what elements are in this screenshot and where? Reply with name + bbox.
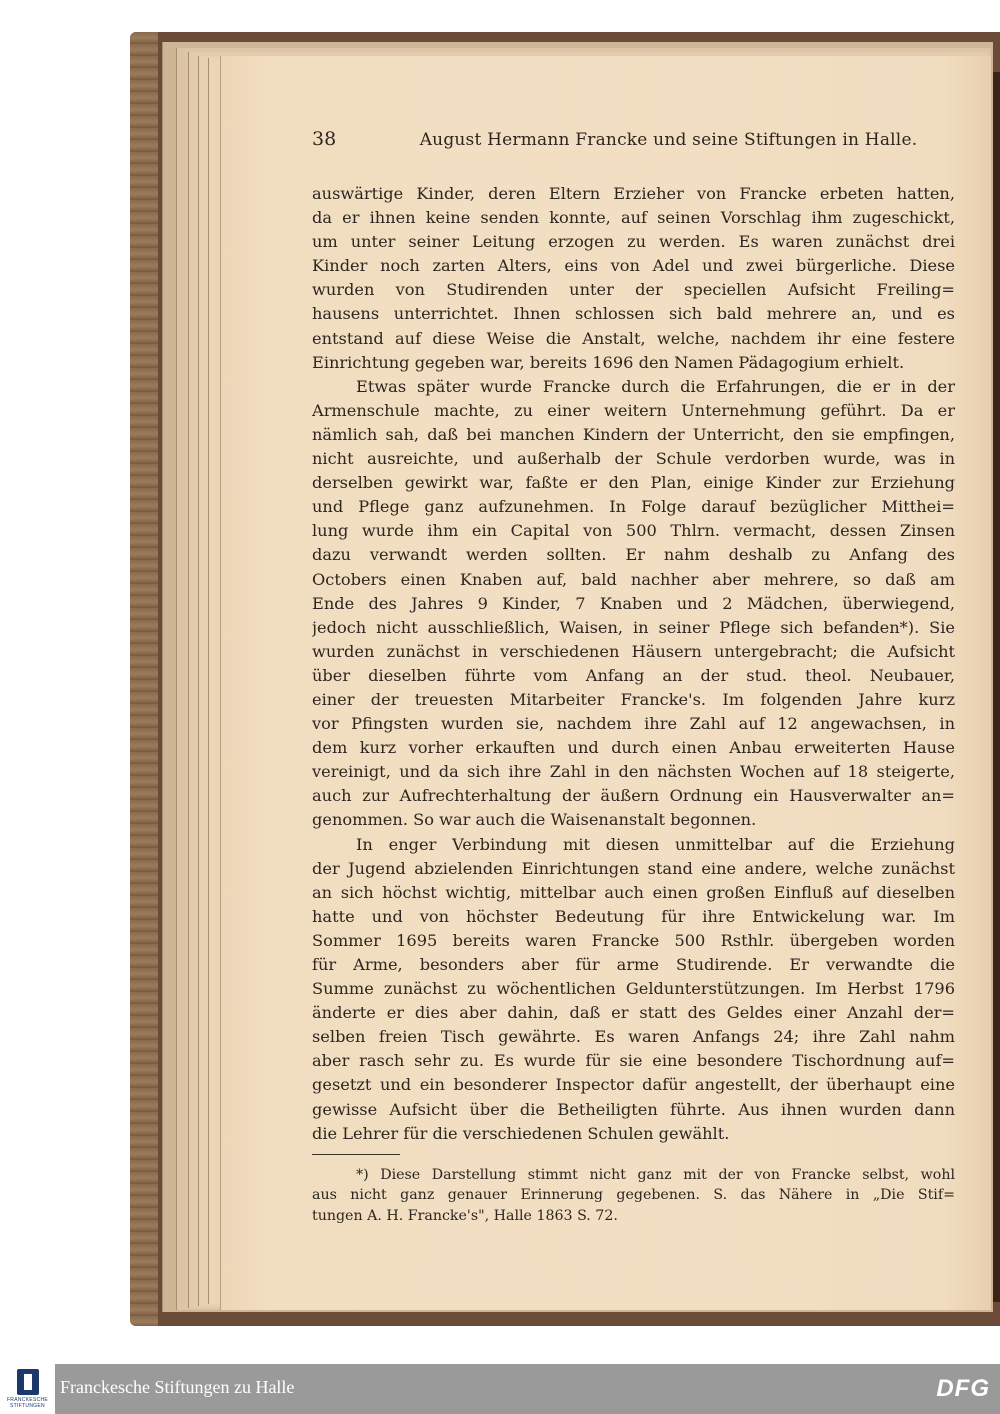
text-line: derselben gewirkt war, faßte er den Plan, einige Kinder zur Erziehung (312, 473, 955, 493)
dfg-logo[interactable]: DFG (936, 1375, 990, 1402)
text-line: dazu verwandt werden sollten. Er nahm deshalb zu Anfang des (312, 545, 955, 565)
body-text (312, 182, 955, 1146)
text-line: dem kurz vorher erkauften und durch einen Anbau erweiterten Hause (312, 738, 955, 758)
running-head (312, 128, 955, 158)
text-line: die Lehrer für die verschiedenen Schulen gewählt. (312, 1123, 730, 1143)
text-line: der Jugend abzielenden Einrichtungen stand eine andere, welche zunächst (312, 858, 955, 878)
text-line: Armenschule machte, zu einer weitern Unternehmung geführt. Da er (312, 400, 955, 420)
paragraph (312, 833, 955, 1146)
text-line: und Pflege ganz aufzunehmen. In Folge darauf bezüglicher Mitthei= (312, 497, 955, 517)
text-line: entstand auf diese Weise die Anstalt, welche, nachdem ihr eine festere (312, 328, 955, 348)
text-line: wurden von Studirenden unter der speciellen Aufsicht Freiling= (312, 280, 955, 300)
text-line: selben freien Tisch gewährte. Es waren Anfangs 24; ihre Zahl nahm (312, 1027, 955, 1047)
footnote-line: *) Diese Darstellung stimmt nicht ganz mit der von Francke selbst, wohl (356, 1166, 955, 1183)
text-line: da er ihnen keine senden konnte, auf seinen Vorschlag ihm zugeschickt, (312, 208, 955, 228)
text-line: nicht ausreichte, und außerhalb der Schule verdorben wurde, was in (312, 449, 955, 469)
footnote-rule (312, 1154, 400, 1155)
text-line: gesetzt und ein besonderer Inspector dafür angestellt, der überhaupt eine (312, 1075, 955, 1095)
text-line: hausens unterrichtet. Ihnen schlossen sich bald mehrere an, und es (312, 304, 955, 324)
text-line: Kinder noch zarten Alters, eins von Adel und zwei bürgerliche. Diese (312, 256, 955, 276)
text-line: änderte er dies aber dahin, daß er statt des Geldes einer Anzahl der= (312, 1003, 955, 1023)
text-line: Ende des Jahres 9 Kinder, 7 Knaben und 2 Mädchen, überwiegend, (312, 593, 955, 613)
text-line: lung wurde ihm ein Capital von 500 Thlrn. vermacht, dessen Zinsen (312, 521, 955, 541)
logo-text-line: FRANCKESCHE (6, 1397, 49, 1403)
text-line: vor Pfingsten wurden sie, nachdem ihre Zahl auf 12 angewachsen, in (312, 714, 955, 734)
text-line: über dieselben führte vom Anfang an der stud. theol. Neubauer, (312, 665, 955, 685)
text-line: In enger Verbindung mit diesen unmittelbar auf die Erziehung (356, 834, 955, 854)
text-line: genommen. So war auch die Waisenanstalt begonnen. (312, 810, 757, 830)
text-line: wurden zunächst in verschiedenen Häusern untergebracht; die Aufsicht (312, 641, 955, 661)
institution-name: Franckesche Stiftungen zu Halle (60, 1377, 295, 1397)
footer-bar (0, 1364, 1000, 1414)
footnote-line: tungen A. H. Francke's", Halle 1863 S. 72. (312, 1207, 618, 1224)
text-line: aber rasch sehr zu. Es wurde für sie eine besondere Tischordnung auf= (312, 1051, 955, 1071)
text-line: für Arme, besonders aber für arme Studirende. Er verwandte die (312, 955, 955, 974)
text-line: gewisse Aufsicht über die Betheiligten führte. Aus ihnen wurden dann (312, 1099, 955, 1119)
page-content (312, 128, 955, 1226)
institution-logo[interactable] (0, 1364, 55, 1414)
paragraph (312, 182, 955, 375)
logo-text-line: STIFTUNGEN (10, 1403, 45, 1409)
text-line: Einrichtung gegeben war, bereits 1696 den Namen Pädagogium erhielt. (312, 352, 905, 372)
book-spine (130, 32, 158, 1326)
page-number: 38 (312, 128, 337, 150)
text-line: jedoch nicht ausschließlich, Waisen, in seiner Pflege sich befanden*). Sie (312, 617, 955, 637)
footnote-line: aus nicht ganz genauer Erinnerung gegebenen. S. das Nähere in „Die Stif= (312, 1187, 955, 1204)
text-line: Sommer 1695 bereits waren Francke 500 Rsthlr. übergeben worden (312, 930, 955, 950)
text-line: Octobers einen Knaben auf, bald nachher aber mehrere, so daß am (312, 569, 955, 589)
text-line: an sich höchst wichtig, mittelbar auch einen großen Einfluß auf dieselben (312, 882, 955, 902)
text-line: hatte und von höchster Bedeutung für ihre Entwickelung war. Im (312, 906, 955, 926)
text-line: Summe zunächst zu wöchentlichen Geldunterstützungen. Im Herbst 1796 (312, 979, 955, 999)
text-line: auswärtige Kinder, deren Eltern Erzieher von Francke erbeten hatten, (312, 184, 955, 203)
text-line: auch zur Aufrechterhaltung der äußern Ordnung ein Hausverwalter an= (312, 786, 955, 806)
text-line: Etwas später wurde Francke durch die Erfahrungen, die er in der (356, 376, 955, 396)
text-line: nämlich sah, daß bei manchen Kindern der Unterricht, den sie empfingen, (312, 424, 955, 444)
institution-logo-icon (17, 1369, 39, 1395)
footnote (312, 1165, 955, 1227)
running-head-title: August Hermann Francke und seine Stiftungen in Halle. (419, 130, 918, 150)
text-line: vereinigt, und da sich ihre Zahl in den nächsten Wochen auf 18 steigerte, (312, 762, 955, 782)
text-line: einer der treuesten Mitarbeiter Francke's. Im folgenden Jahre kurz (312, 689, 955, 709)
text-line: um unter seiner Leitung erzogen zu werden. Es waren zunächst drei (312, 232, 955, 252)
paragraph (312, 375, 955, 833)
